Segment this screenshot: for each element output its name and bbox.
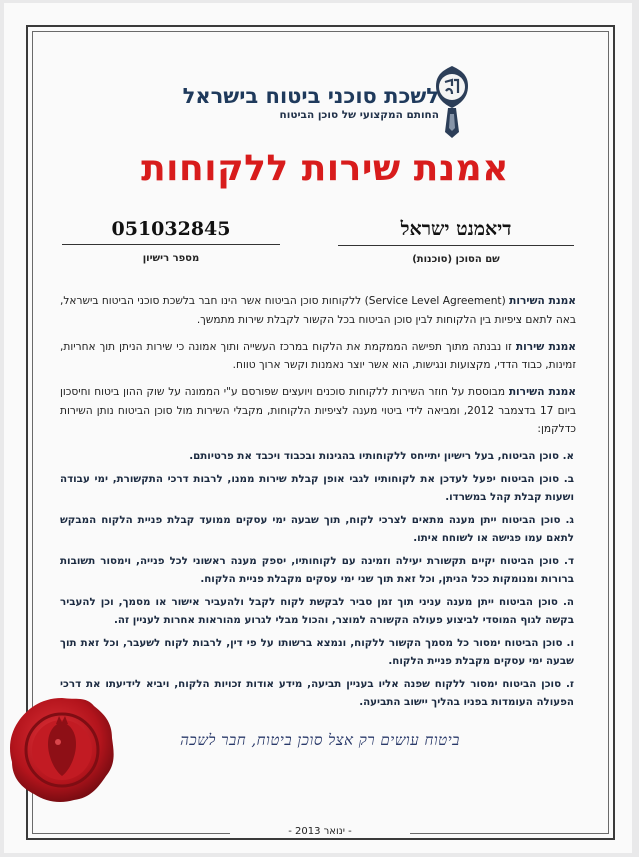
- wax-seal-icon: [6, 694, 118, 806]
- paragraph-lead: אמנת השירות: [509, 295, 577, 307]
- license-number-field: [62, 218, 280, 264]
- page-title: אמנת שירות ללקוחות: [141, 148, 509, 189]
- agent-name-line: [338, 245, 574, 246]
- charter-body: [60, 292, 576, 716]
- item-text: סוכן הביטוח יפעל לעדכן את לקוחותיו לגבי אופן קבלת שירות ממנו, לרבות דרכי התקשורת, ימי עבודה ושעות קבלת קהל במשרדו.: [60, 473, 574, 503]
- list-item: [60, 552, 576, 588]
- paragraph-text: מבוססת על חוזר השירות ללקוחות סוכנים ויועצים שפורסם ע"י הממונה על שוק ההון ביטוח וחיסכון ביום 17 בדצמבר 2012, ומביאה לידי ביטוי מענה לציפיות הלקוחות, מקבלי השירות מול סוכן הביטוח נותן השירות כדלקמן:: [60, 386, 576, 435]
- item-letter: א.: [562, 450, 574, 462]
- agent-name-label: שם הסוכן (סוכנות): [412, 254, 500, 265]
- paragraph-lead: אמנת השירות: [508, 386, 577, 398]
- signature-slogan: ביטוח עושים רק אצל סוכן ביטוח, חבר לשכה: [180, 731, 460, 749]
- item-text: סוכן הביטוח יקיים תקשורת יעילה וזמינה עם לקוחותיו, יספק מענה ראשוני לכל פנייה, וימסור תשובות ברורות ומנומקות ככל הניתן, וכל זאת תוך שני ימי עסקים מקבלת פניית הלקוח.: [60, 555, 574, 585]
- agent-name-field: [338, 218, 574, 265]
- service-commitments-list: [60, 447, 576, 711]
- list-item: [60, 675, 576, 711]
- agent-name-value: דיאמנט ישראל: [400, 218, 512, 240]
- item-letter: ו.: [566, 637, 574, 649]
- item-letter: ג.: [565, 514, 574, 526]
- issue-date: - ינואר 2013 -: [230, 826, 410, 837]
- list-item: [60, 470, 576, 506]
- item-text: סוכן הביטוח ייתן מענה מתאים לצרכי לקוח, תוך שבעה ימי עסקים ממועד קבלת פניית הלקוח המבקש לתאם עמו פגישה או לשוחח איתו.: [60, 514, 574, 544]
- item-text: סוכן הביטוח ייתן מענה עניני תוך זמן סביר לבקשת לקוח לקבל ולהעביר אישור או מסמך, וכן להעביר בקשה לגוף המוסדי לביצוע פעולה הקשורה למוצר, והכול מבלי לגרוע מהוראות אחרות לעניין זה.: [60, 596, 574, 626]
- item-letter: ד.: [564, 555, 574, 567]
- item-letter: ב.: [563, 473, 574, 485]
- paragraph-text: זו נבנתה מתוך תפישה הממקמת את הלקוח במרכז העשייה ותוך אמונה כי שירות הניתן תוך אחריות, זמינות, כבוד הדדי, מקצועות ונגישות, הוא אשר יוצר נאמנות וקשר ארוך טווח.: [60, 340, 576, 371]
- item-text: סוכן הביטוח, בעל רישיון יתייחס ללקוחותיו בהגינות ובכבוד ויכבד את פרטיותם.: [189, 450, 559, 462]
- license-number-value: 051032845: [111, 218, 231, 240]
- org-tagline: החותם המקצועי של סוכן הביטוח: [279, 109, 439, 121]
- license-number-line: [62, 244, 280, 245]
- item-letter: ה.: [562, 596, 574, 608]
- org-header: [139, 84, 439, 121]
- org-name: לשכת סוכני ביטוח בישראל: [182, 84, 439, 108]
- intro-paragraph: [60, 292, 576, 329]
- item-text: סוכן הביטוח ימסור ללקוח שפנה אליו בעניין תביעה, מידע אודות זכויות הלקוח, ויביא לידיעתו את דרכי הפעולה העומדות בפניו בהליך יישוב התביעה.: [60, 678, 574, 708]
- paragraph-text: (Service Level Agreement) ללקוחות סוכן הביטוח אשר הינו חבר בלשכת סוכני הביטוח בישראל, באה לתאם ציפיות בין הלקוחות לבין סוכן הביטוח בכל הקשור לקבלת שירות מתמשך.: [60, 295, 576, 326]
- license-number-label: מספר רישיון: [142, 253, 200, 264]
- intro-paragraph: [60, 383, 576, 439]
- item-letter: ז.: [565, 678, 574, 690]
- item-text: סוכן הביטוח ימסור כל מסמך הקשור ללקוח, ונמצא ברשותו על פי דין, לרבות לקוח לשעבר, וכל זאת תוך שבעה ימי עסקים מקבלת פניית הלקוח.: [60, 637, 574, 667]
- list-item: [60, 511, 576, 547]
- intro-paragraph: [60, 338, 576, 375]
- paragraph-lead: אמנת שירות: [515, 340, 576, 353]
- list-item: [60, 593, 576, 629]
- list-item: [60, 447, 576, 465]
- list-item: [60, 634, 576, 670]
